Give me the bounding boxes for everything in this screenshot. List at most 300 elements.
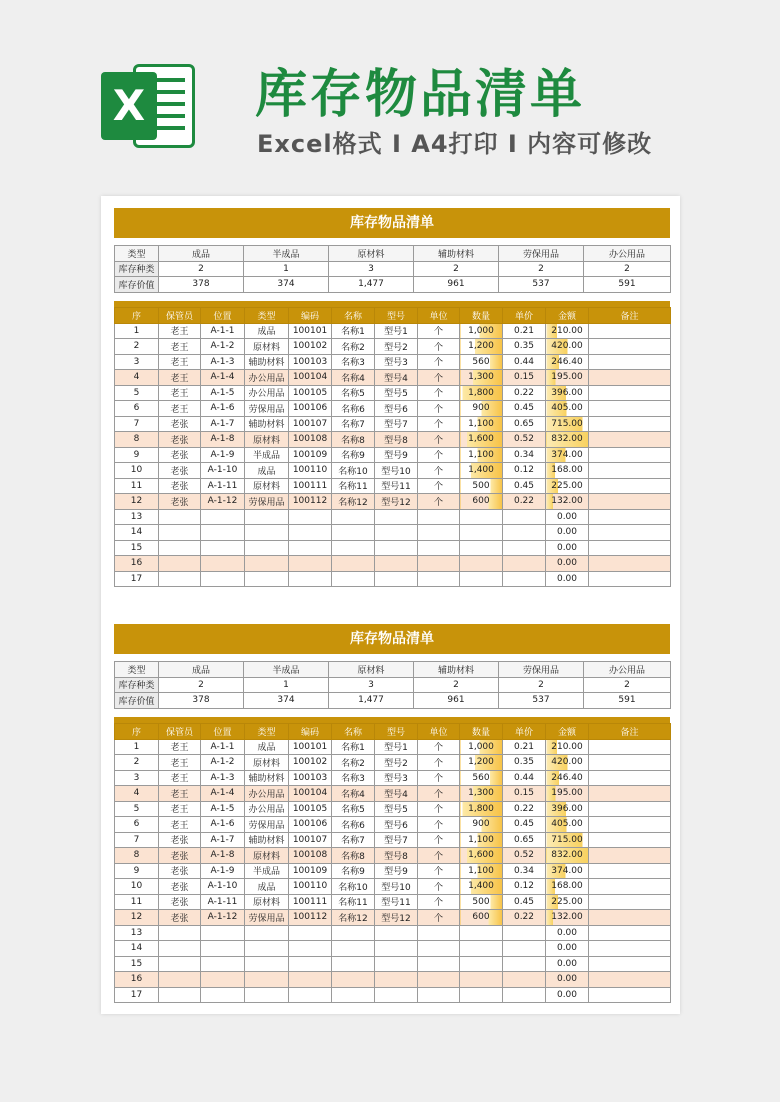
table-cell[interactable]: 11	[115, 894, 159, 910]
table-cell[interactable]	[589, 416, 671, 432]
table-cell[interactable]: 名称2	[332, 339, 375, 355]
table-cell[interactable]	[245, 556, 289, 572]
table-cell[interactable]: 劳保用品	[245, 401, 289, 417]
table-cell[interactable]	[589, 879, 671, 895]
table-cell[interactable]: 225.00	[546, 478, 589, 494]
table-cell[interactable]: 0.45	[503, 817, 546, 833]
table-cell[interactable]: 型号9	[375, 447, 418, 463]
table-cell[interactable]	[332, 540, 375, 556]
table-cell[interactable]: 8	[115, 848, 159, 864]
table-cell[interactable]	[589, 770, 671, 786]
table-cell[interactable]: 0.00	[546, 956, 589, 972]
table-cell[interactable]: 396.00	[546, 385, 589, 401]
table-cell[interactable]: 1,100	[460, 832, 503, 848]
table-cell[interactable]	[589, 432, 671, 448]
table-cell[interactable]: 374.00	[546, 447, 589, 463]
table-cell[interactable]: A-1-5	[201, 385, 245, 401]
summary-cell[interactable]: 成品	[159, 246, 244, 262]
table-cell[interactable]: 420.00	[546, 339, 589, 355]
table-cell[interactable]: 0.00	[546, 509, 589, 525]
table-cell[interactable]: 成品	[245, 463, 289, 479]
table-cell[interactable]: 15	[115, 540, 159, 556]
table-cell[interactable]: 4	[115, 370, 159, 386]
table-cell[interactable]	[589, 894, 671, 910]
table-cell[interactable]: 型号3	[375, 354, 418, 370]
table-cell[interactable]	[418, 925, 460, 941]
summary-cell[interactable]: 591	[584, 277, 671, 293]
table-cell[interactable]: 6	[115, 401, 159, 417]
table-cell[interactable]	[589, 323, 671, 339]
summary-cell[interactable]: 2	[499, 261, 584, 277]
table-cell[interactable]: 老王	[159, 339, 201, 355]
table-cell[interactable]	[460, 956, 503, 972]
table-cell[interactable]: 100105	[289, 801, 332, 817]
table-cell[interactable]	[289, 509, 332, 525]
table-cell[interactable]: 1,300	[460, 370, 503, 386]
table-cell[interactable]	[460, 987, 503, 1003]
table-cell[interactable]	[201, 925, 245, 941]
table-cell[interactable]: 0.44	[503, 354, 546, 370]
table-cell[interactable]: 老王	[159, 739, 201, 755]
table-cell[interactable]: 成品	[245, 323, 289, 339]
table-cell[interactable]	[503, 525, 546, 541]
table-cell[interactable]	[460, 525, 503, 541]
table-cell[interactable]: 17	[115, 987, 159, 1003]
table-cell[interactable]: 名称6	[332, 817, 375, 833]
table-cell[interactable]: 715.00	[546, 416, 589, 432]
table-cell[interactable]: 老张	[159, 910, 201, 926]
table-cell[interactable]	[375, 925, 418, 941]
table-cell[interactable]: 0.45	[503, 894, 546, 910]
table-cell[interactable]	[589, 525, 671, 541]
table-cell[interactable]: 个	[418, 755, 460, 771]
table-cell[interactable]	[503, 540, 546, 556]
table-cell[interactable]: 246.40	[546, 354, 589, 370]
table-cell[interactable]: 5	[115, 801, 159, 817]
table-cell[interactable]	[589, 987, 671, 1003]
table-cell[interactable]: 劳保用品	[245, 494, 289, 510]
table-cell[interactable]: 900	[460, 817, 503, 833]
table-cell[interactable]: 7	[115, 416, 159, 432]
table-cell[interactable]: 6	[115, 817, 159, 833]
table-cell[interactable]: 132.00	[546, 910, 589, 926]
table-cell[interactable]: 14	[115, 941, 159, 957]
table-cell[interactable]: A-1-9	[201, 863, 245, 879]
table-cell[interactable]	[332, 571, 375, 587]
table-cell[interactable]: 1,600	[460, 432, 503, 448]
table-cell[interactable]: 个	[418, 770, 460, 786]
table-cell[interactable]	[589, 509, 671, 525]
table-cell[interactable]: 个	[418, 447, 460, 463]
table-cell[interactable]	[589, 370, 671, 386]
table-cell[interactable]: 名称12	[332, 494, 375, 510]
table-cell[interactable]: 12	[115, 494, 159, 510]
table-cell[interactable]	[245, 941, 289, 957]
summary-cell[interactable]: 2	[499, 677, 584, 693]
table-cell[interactable]: 0.34	[503, 863, 546, 879]
table-cell[interactable]: 个	[418, 401, 460, 417]
table-cell[interactable]	[418, 987, 460, 1003]
table-cell[interactable]: 名称9	[332, 447, 375, 463]
table-cell[interactable]	[375, 987, 418, 1003]
summary-cell[interactable]: 3	[329, 261, 414, 277]
table-cell[interactable]: 1,000	[460, 739, 503, 755]
table-cell[interactable]	[375, 571, 418, 587]
table-cell[interactable]: 0.34	[503, 447, 546, 463]
table-cell[interactable]	[460, 972, 503, 988]
table-cell[interactable]	[589, 786, 671, 802]
table-cell[interactable]: 1,800	[460, 385, 503, 401]
table-cell[interactable]	[503, 925, 546, 941]
table-cell[interactable]: 0.65	[503, 832, 546, 848]
table-cell[interactable]: 型号2	[375, 339, 418, 355]
table-cell[interactable]: 型号12	[375, 910, 418, 926]
table-cell[interactable]	[375, 956, 418, 972]
table-cell[interactable]	[418, 556, 460, 572]
summary-cell[interactable]: 劳保用品	[499, 662, 584, 678]
table-cell[interactable]: 名称2	[332, 755, 375, 771]
table-cell[interactable]: 个	[418, 832, 460, 848]
table-cell[interactable]: 210.00	[546, 739, 589, 755]
table-cell[interactable]: 老张	[159, 848, 201, 864]
table-cell[interactable]	[332, 556, 375, 572]
table-cell[interactable]: A-1-10	[201, 879, 245, 895]
table-cell[interactable]: 195.00	[546, 786, 589, 802]
table-cell[interactable]: 0.00	[546, 941, 589, 957]
table-cell[interactable]: 168.00	[546, 879, 589, 895]
table-cell[interactable]	[289, 556, 332, 572]
table-cell[interactable]: 原材料	[245, 894, 289, 910]
table-cell[interactable]	[201, 956, 245, 972]
table-cell[interactable]: 半成品	[245, 863, 289, 879]
table-cell[interactable]: 型号8	[375, 848, 418, 864]
table-cell[interactable]: 型号3	[375, 770, 418, 786]
table-cell[interactable]: 个	[418, 463, 460, 479]
table-cell[interactable]: 老王	[159, 801, 201, 817]
table-cell[interactable]: 型号5	[375, 385, 418, 401]
table-cell[interactable]: 型号5	[375, 801, 418, 817]
table-cell[interactable]: 型号1	[375, 323, 418, 339]
table-cell[interactable]: 名称11	[332, 478, 375, 494]
summary-cell[interactable]: 961	[414, 693, 499, 709]
table-cell[interactable]	[589, 832, 671, 848]
table-cell[interactable]: 600	[460, 910, 503, 926]
table-cell[interactable]: 100107	[289, 416, 332, 432]
summary-cell[interactable]: 2	[414, 261, 499, 277]
table-cell[interactable]: 17	[115, 571, 159, 587]
table-cell[interactable]: 100112	[289, 494, 332, 510]
table-cell[interactable]	[418, 972, 460, 988]
table-cell[interactable]: 405.00	[546, 817, 589, 833]
table-cell[interactable]	[201, 540, 245, 556]
table-cell[interactable]: 型号11	[375, 478, 418, 494]
table-cell[interactable]	[245, 525, 289, 541]
table-cell[interactable]	[201, 525, 245, 541]
table-cell[interactable]: 成品	[245, 879, 289, 895]
table-cell[interactable]: 0.45	[503, 478, 546, 494]
summary-cell[interactable]: 1	[244, 677, 329, 693]
table-cell[interactable]	[589, 339, 671, 355]
table-cell[interactable]	[375, 556, 418, 572]
table-cell[interactable]: A-1-6	[201, 401, 245, 417]
table-cell[interactable]	[589, 848, 671, 864]
table-cell[interactable]	[375, 540, 418, 556]
table-cell[interactable]	[589, 755, 671, 771]
table-cell[interactable]: 0.12	[503, 463, 546, 479]
table-cell[interactable]	[418, 941, 460, 957]
summary-cell[interactable]: 2	[159, 677, 244, 693]
table-cell[interactable]	[418, 525, 460, 541]
table-cell[interactable]: 16	[115, 556, 159, 572]
table-cell[interactable]: 1	[115, 323, 159, 339]
table-cell[interactable]	[159, 972, 201, 988]
table-cell[interactable]	[201, 987, 245, 1003]
table-cell[interactable]: 老张	[159, 879, 201, 895]
table-cell[interactable]: 1,200	[460, 339, 503, 355]
table-cell[interactable]: 0.00	[546, 925, 589, 941]
table-cell[interactable]: 100102	[289, 339, 332, 355]
table-cell[interactable]: 1,100	[460, 416, 503, 432]
table-cell[interactable]	[289, 987, 332, 1003]
table-cell[interactable]	[245, 925, 289, 941]
table-cell[interactable]: 1,100	[460, 447, 503, 463]
table-cell[interactable]: A-1-8	[201, 432, 245, 448]
table-cell[interactable]: A-1-5	[201, 801, 245, 817]
table-cell[interactable]: 1	[115, 739, 159, 755]
table-cell[interactable]: 100108	[289, 432, 332, 448]
table-cell[interactable]	[503, 956, 546, 972]
table-cell[interactable]: 0.22	[503, 801, 546, 817]
table-cell[interactable]	[589, 494, 671, 510]
table-cell[interactable]: 老王	[159, 817, 201, 833]
table-cell[interactable]	[201, 571, 245, 587]
table-cell[interactable]: 原材料	[245, 432, 289, 448]
table-cell[interactable]	[589, 863, 671, 879]
table-cell[interactable]: A-1-2	[201, 755, 245, 771]
table-cell[interactable]: 100101	[289, 739, 332, 755]
table-cell[interactable]	[589, 385, 671, 401]
table-cell[interactable]: 型号2	[375, 755, 418, 771]
table-cell[interactable]: 100109	[289, 447, 332, 463]
table-cell[interactable]: 老张	[159, 894, 201, 910]
table-cell[interactable]: 100106	[289, 401, 332, 417]
table-cell[interactable]	[503, 556, 546, 572]
table-cell[interactable]: 名称10	[332, 463, 375, 479]
table-cell[interactable]: 3	[115, 354, 159, 370]
summary-cell[interactable]: 1,477	[329, 277, 414, 293]
table-cell[interactable]: 老王	[159, 385, 201, 401]
table-cell[interactable]: 8	[115, 432, 159, 448]
summary-cell[interactable]: 半成品	[244, 246, 329, 262]
table-cell[interactable]: 246.40	[546, 770, 589, 786]
table-cell[interactable]: 个	[418, 879, 460, 895]
table-cell[interactable]	[201, 556, 245, 572]
table-cell[interactable]: 个	[418, 801, 460, 817]
table-cell[interactable]: 型号11	[375, 894, 418, 910]
table-cell[interactable]	[375, 972, 418, 988]
summary-cell[interactable]: 374	[244, 277, 329, 293]
table-cell[interactable]: 办公用品	[245, 801, 289, 817]
table-cell[interactable]: 个	[418, 370, 460, 386]
summary-cell[interactable]: 537	[499, 277, 584, 293]
table-cell[interactable]: 辅助材料	[245, 416, 289, 432]
table-cell[interactable]: A-1-3	[201, 770, 245, 786]
table-cell[interactable]: A-1-10	[201, 463, 245, 479]
summary-cell[interactable]: 辅助材料	[414, 246, 499, 262]
table-cell[interactable]: 100103	[289, 354, 332, 370]
table-cell[interactable]	[589, 925, 671, 941]
table-cell[interactable]: 100104	[289, 370, 332, 386]
table-cell[interactable]: 辅助材料	[245, 354, 289, 370]
table-cell[interactable]	[589, 972, 671, 988]
summary-cell[interactable]: 办公用品	[584, 662, 671, 678]
table-cell[interactable]: 半成品	[245, 447, 289, 463]
table-cell[interactable]: 832.00	[546, 432, 589, 448]
table-cell[interactable]: 600	[460, 494, 503, 510]
table-cell[interactable]	[332, 525, 375, 541]
table-cell[interactable]: 10	[115, 879, 159, 895]
table-cell[interactable]: 型号6	[375, 817, 418, 833]
table-cell[interactable]	[375, 509, 418, 525]
table-cell[interactable]: A-1-4	[201, 786, 245, 802]
table-cell[interactable]: 劳保用品	[245, 817, 289, 833]
table-cell[interactable]	[289, 972, 332, 988]
table-cell[interactable]: A-1-3	[201, 354, 245, 370]
table-cell[interactable]: 0.00	[546, 556, 589, 572]
table-cell[interactable]	[418, 540, 460, 556]
summary-cell[interactable]: 591	[584, 693, 671, 709]
table-cell[interactable]: 1,600	[460, 848, 503, 864]
table-cell[interactable]	[589, 801, 671, 817]
table-cell[interactable]	[159, 556, 201, 572]
table-cell[interactable]: 型号7	[375, 832, 418, 848]
table-cell[interactable]: 老王	[159, 401, 201, 417]
table-cell[interactable]: 型号1	[375, 739, 418, 755]
table-cell[interactable]	[289, 540, 332, 556]
table-cell[interactable]: A-1-8	[201, 848, 245, 864]
table-cell[interactable]	[589, 571, 671, 587]
table-cell[interactable]	[201, 941, 245, 957]
table-cell[interactable]: 0.35	[503, 339, 546, 355]
table-cell[interactable]: 0.44	[503, 770, 546, 786]
table-cell[interactable]	[589, 817, 671, 833]
table-cell[interactable]: 辅助材料	[245, 770, 289, 786]
table-cell[interactable]: 名称7	[332, 832, 375, 848]
table-cell[interactable]: 型号6	[375, 401, 418, 417]
table-cell[interactable]: 195.00	[546, 370, 589, 386]
table-cell[interactable]: 10	[115, 463, 159, 479]
table-cell[interactable]: 1,400	[460, 463, 503, 479]
table-cell[interactable]: 405.00	[546, 401, 589, 417]
table-cell[interactable]: 老张	[159, 432, 201, 448]
table-cell[interactable]	[245, 509, 289, 525]
table-cell[interactable]: 100110	[289, 463, 332, 479]
table-cell[interactable]: 名称11	[332, 894, 375, 910]
table-cell[interactable]	[159, 525, 201, 541]
table-cell[interactable]: 0.52	[503, 848, 546, 864]
table-cell[interactable]	[503, 941, 546, 957]
table-cell[interactable]	[289, 956, 332, 972]
summary-cell[interactable]: 辅助材料	[414, 662, 499, 678]
table-cell[interactable]	[460, 556, 503, 572]
table-cell[interactable]: 100108	[289, 848, 332, 864]
table-cell[interactable]	[289, 525, 332, 541]
table-cell[interactable]	[289, 941, 332, 957]
summary-cell[interactable]: 3	[329, 677, 414, 693]
table-cell[interactable]: 劳保用品	[245, 910, 289, 926]
table-cell[interactable]	[159, 987, 201, 1003]
table-cell[interactable]: 老王	[159, 770, 201, 786]
table-cell[interactable]: 0.15	[503, 786, 546, 802]
table-cell[interactable]: 832.00	[546, 848, 589, 864]
table-cell[interactable]: 1,000	[460, 323, 503, 339]
table-cell[interactable]: 0.22	[503, 385, 546, 401]
table-cell[interactable]	[460, 571, 503, 587]
table-cell[interactable]: 老张	[159, 463, 201, 479]
summary-cell[interactable]: 1,477	[329, 693, 414, 709]
table-cell[interactable]: 个	[418, 786, 460, 802]
summary-cell[interactable]: 劳保用品	[499, 246, 584, 262]
table-cell[interactable]: 老张	[159, 863, 201, 879]
summary-cell[interactable]: 原材料	[329, 662, 414, 678]
table-cell[interactable]	[589, 956, 671, 972]
table-cell[interactable]	[332, 956, 375, 972]
table-cell[interactable]	[245, 540, 289, 556]
summary-cell[interactable]: 374	[244, 693, 329, 709]
table-cell[interactable]: 老王	[159, 370, 201, 386]
table-cell[interactable]: 0.22	[503, 910, 546, 926]
table-cell[interactable]: 100112	[289, 910, 332, 926]
table-cell[interactable]: 168.00	[546, 463, 589, 479]
table-cell[interactable]: 名称8	[332, 432, 375, 448]
table-cell[interactable]: 100111	[289, 894, 332, 910]
table-cell[interactable]: 1,100	[460, 863, 503, 879]
table-cell[interactable]: 7	[115, 832, 159, 848]
table-cell[interactable]: 715.00	[546, 832, 589, 848]
table-cell[interactable]: 0.00	[546, 525, 589, 541]
table-cell[interactable]	[245, 987, 289, 1003]
table-cell[interactable]: 型号8	[375, 432, 418, 448]
table-cell[interactable]: 个	[418, 385, 460, 401]
table-cell[interactable]: 1,200	[460, 755, 503, 771]
table-cell[interactable]	[159, 956, 201, 972]
table-cell[interactable]	[589, 739, 671, 755]
table-cell[interactable]	[589, 910, 671, 926]
summary-cell[interactable]: 961	[414, 277, 499, 293]
table-cell[interactable]: 名称3	[332, 770, 375, 786]
table-cell[interactable]: 型号10	[375, 879, 418, 895]
table-cell[interactable]: 名称8	[332, 848, 375, 864]
table-cell[interactable]: 100102	[289, 755, 332, 771]
table-cell[interactable]: 名称5	[332, 801, 375, 817]
table-cell[interactable]: 原材料	[245, 755, 289, 771]
table-cell[interactable]: 100110	[289, 879, 332, 895]
table-cell[interactable]: 个	[418, 416, 460, 432]
table-cell[interactable]: 老张	[159, 416, 201, 432]
table-cell[interactable]	[589, 941, 671, 957]
table-cell[interactable]: 0.00	[546, 972, 589, 988]
table-cell[interactable]: 374.00	[546, 863, 589, 879]
table-cell[interactable]	[589, 540, 671, 556]
table-cell[interactable]	[589, 447, 671, 463]
table-cell[interactable]	[418, 509, 460, 525]
table-cell[interactable]: A-1-1	[201, 739, 245, 755]
table-cell[interactable]: 0.12	[503, 879, 546, 895]
summary-cell[interactable]: 2	[584, 261, 671, 277]
table-cell[interactable]	[503, 987, 546, 1003]
table-cell[interactable]: 500	[460, 894, 503, 910]
table-cell[interactable]: 9	[115, 447, 159, 463]
